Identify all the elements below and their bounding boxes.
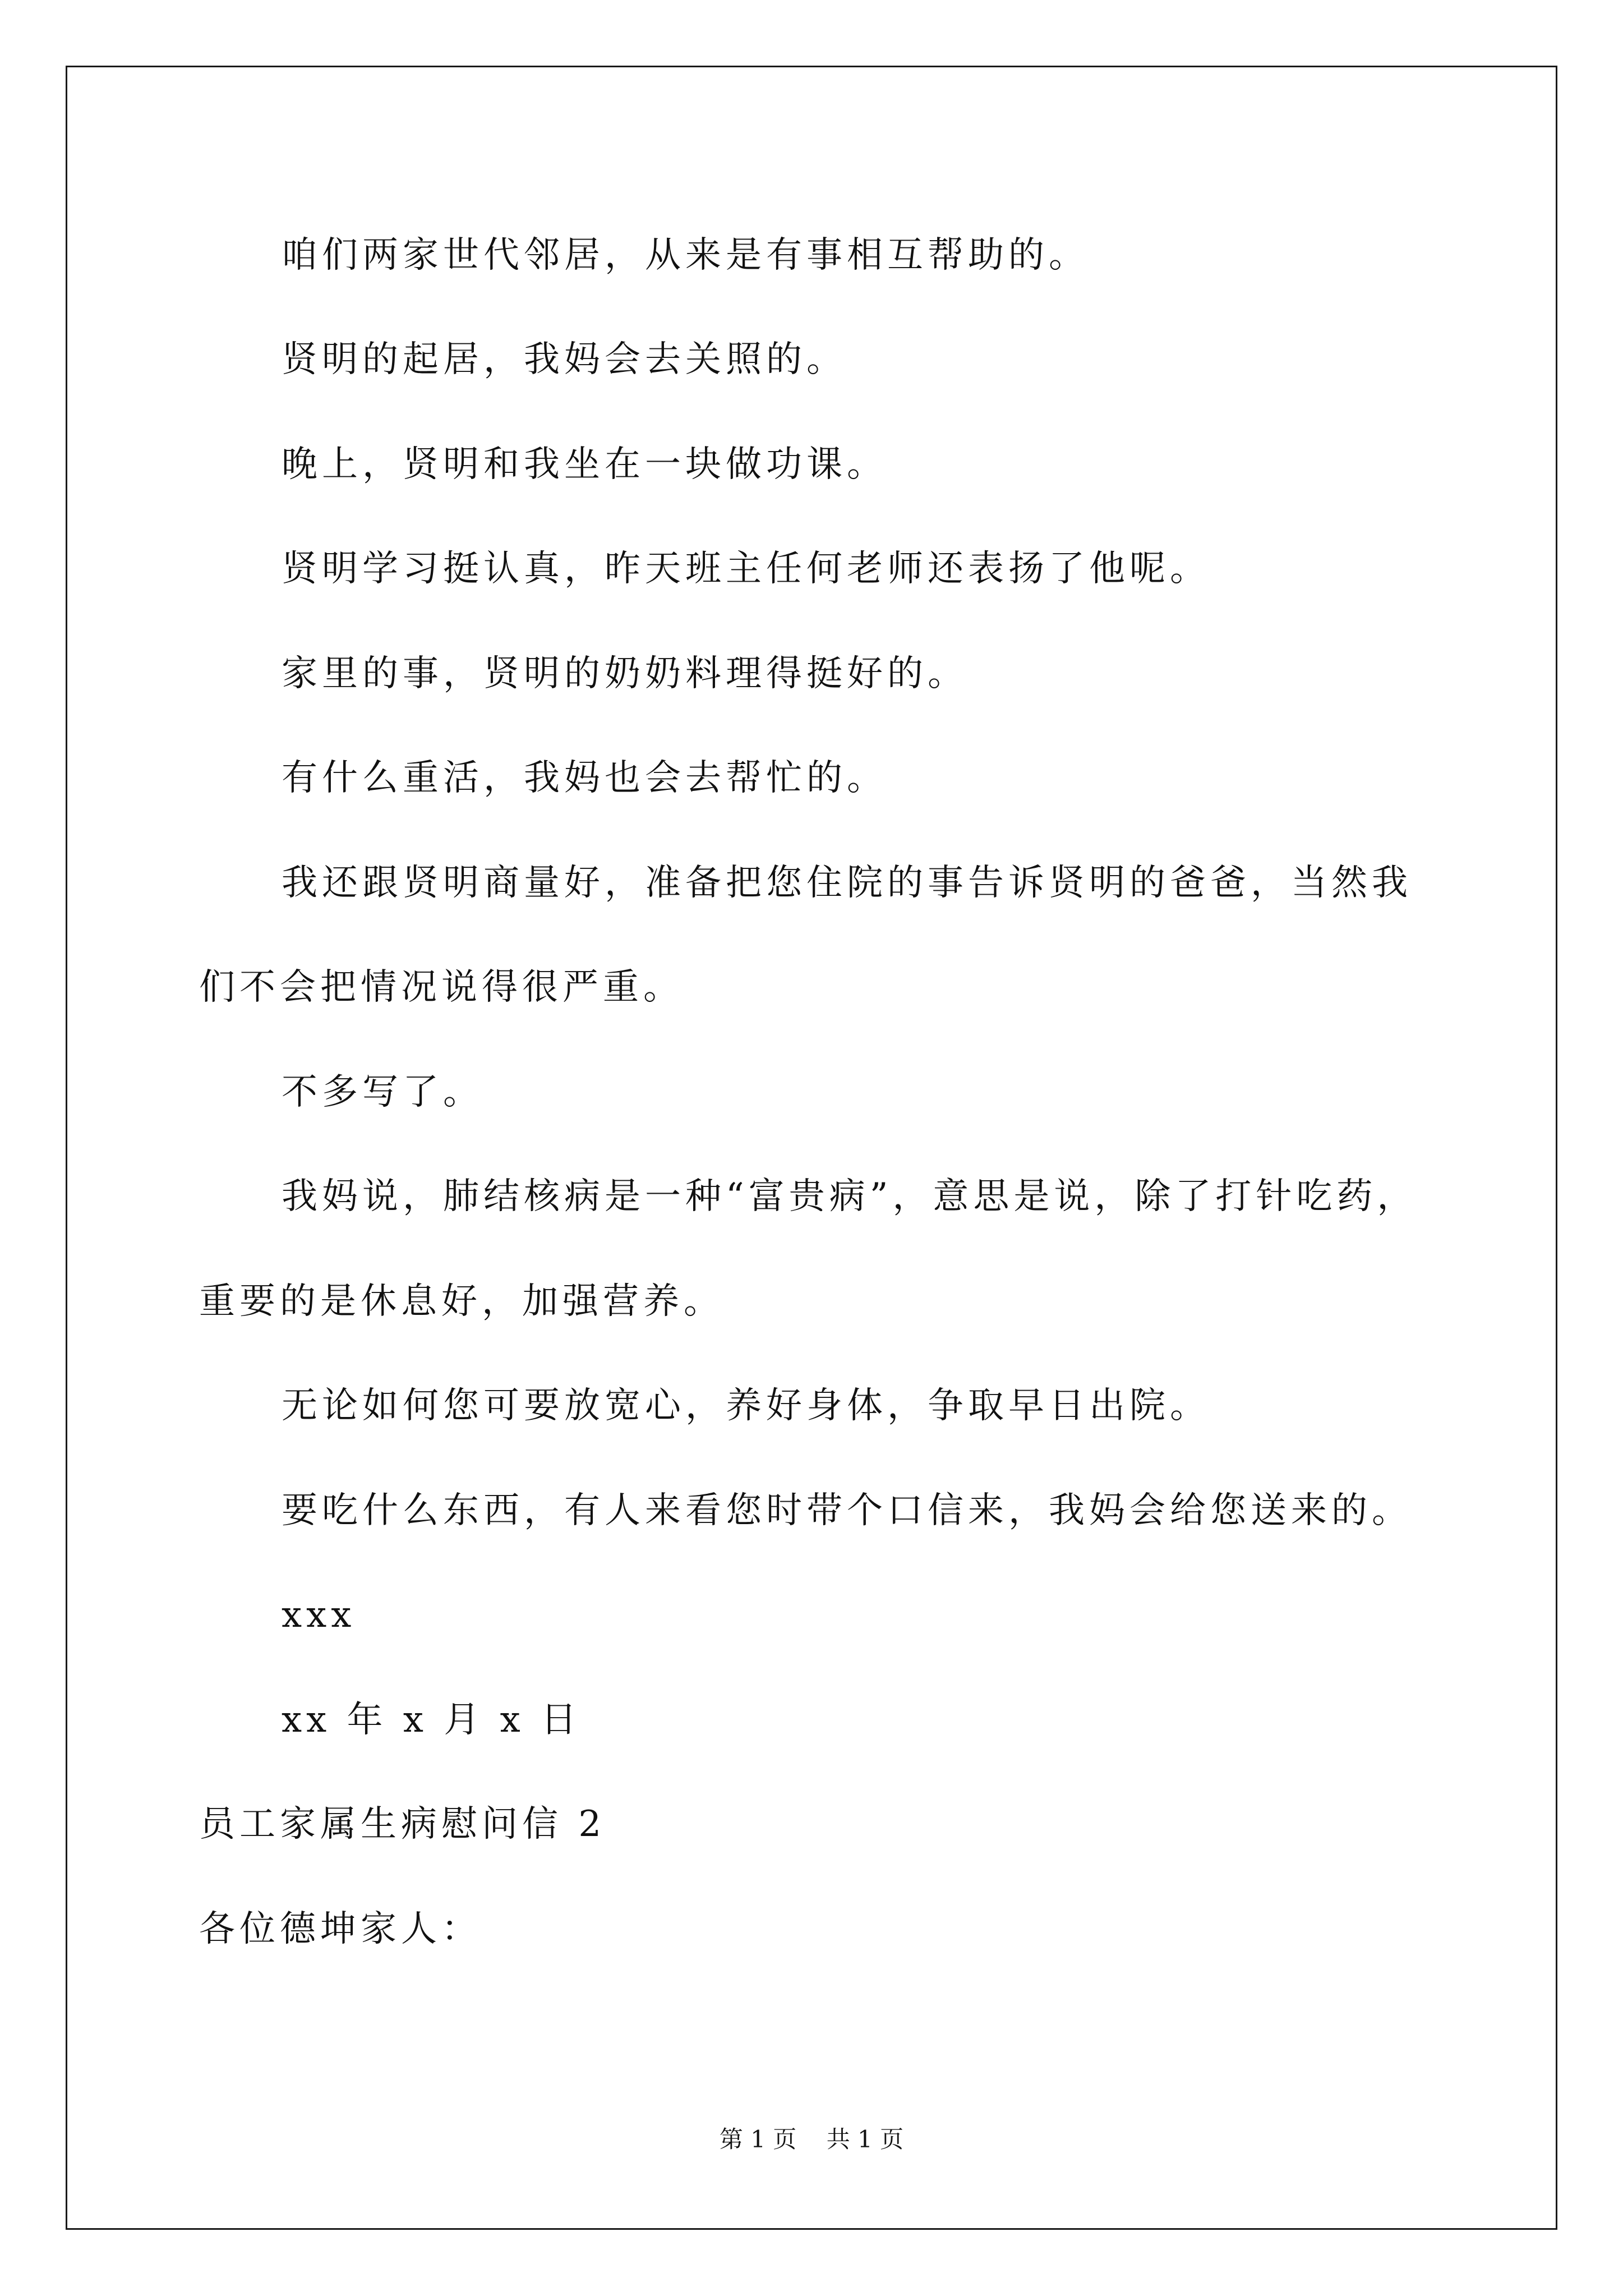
page-footer: 第 1 页 共 1 页	[719, 2125, 904, 2153]
paragraph-line: 重要的是休息好，加强营养。	[199, 1281, 724, 1322]
paragraph-line: 贤明的起居，我妈会去关照的。	[282, 339, 847, 380]
paragraph-line: 有什么重活，我妈也会去帮忙的。	[282, 757, 887, 799]
paragraph-line: 家里的事，贤明的奶奶料理得挺好的。	[282, 653, 968, 694]
paragraph-line: 贤明学习挺认真，昨天班主任何老师还表扬了他呢。	[282, 548, 1210, 590]
section-title: 员工家属生病慰问信 2	[199, 1803, 606, 1845]
paragraph-line: 无论如何您可要放宽心，养好身体，争取早日出院。	[282, 1385, 1210, 1427]
signature-date: xx 年 x 月 x 日	[282, 1699, 582, 1741]
paragraph-line: 我还跟贤明商量好，准备把您住院的事告诉贤明的爸爸，当然我	[282, 862, 1412, 904]
paragraph-line: 晚上，贤明和我坐在一块做功课。	[282, 444, 887, 485]
paragraph-line: 要吃什么东西，有人来看您时带个口信来，我妈会给您送来的。	[282, 1490, 1412, 1531]
paragraph-line: 不多写了。	[282, 1071, 483, 1113]
paragraph-line: 咱们两家世代邻居，从来是有事相互帮助的。	[282, 234, 1089, 276]
paragraph-line: 我妈说，肺结核病是一种“富贵病”，意思是说，除了打针吃药，	[282, 1176, 1418, 1217]
signature-name: xxx	[282, 1594, 356, 1636]
page-border	[66, 66, 1557, 2230]
salutation: 各位德坤家人：	[199, 1908, 482, 1950]
paragraph-line: 们不会把情况说得很严重。	[199, 967, 684, 1008]
